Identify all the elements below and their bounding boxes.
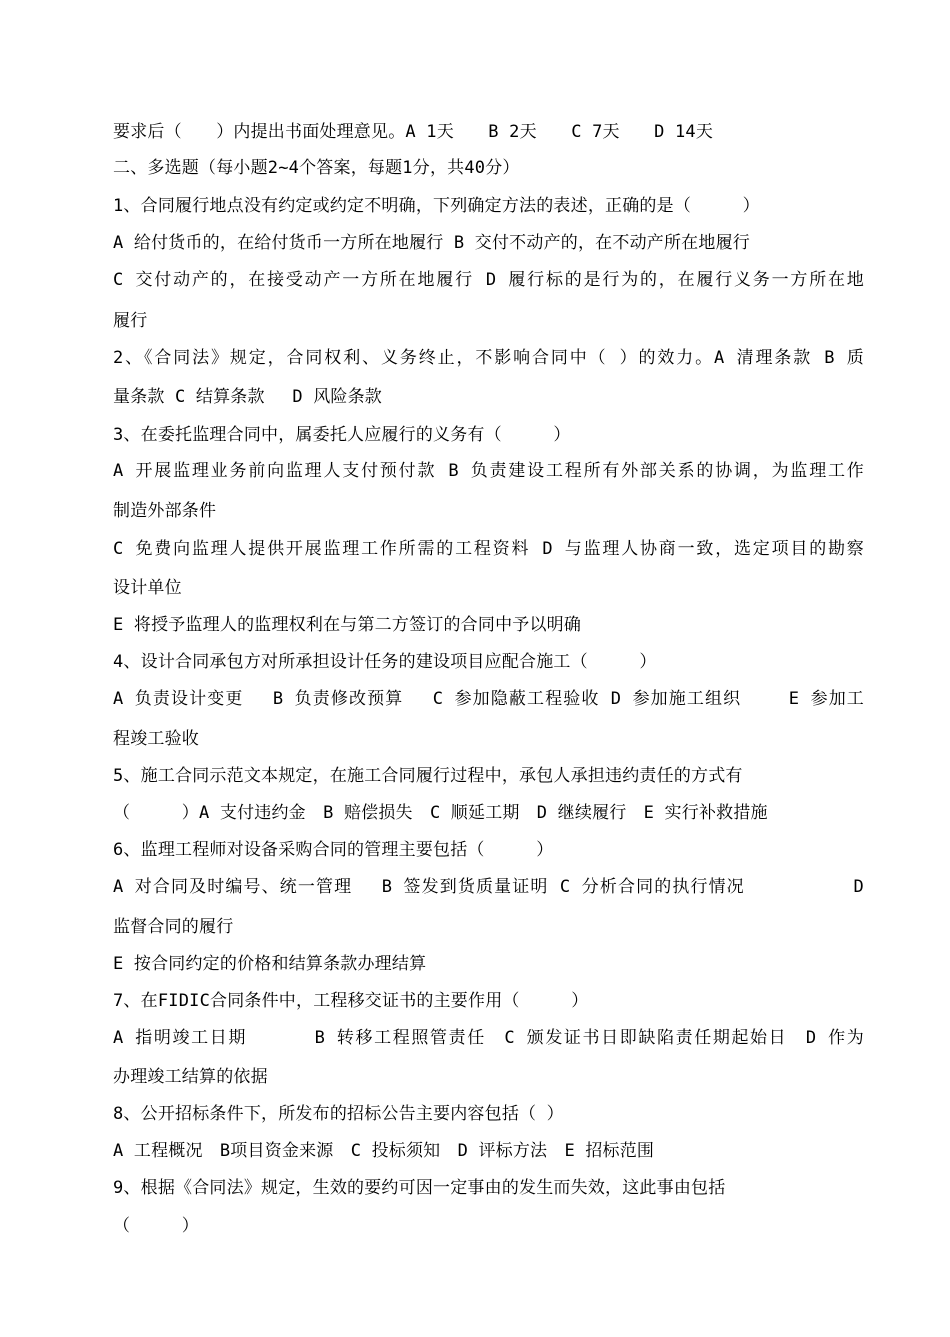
option-line: A 对合同及时编号、统一管理 B 签发到货质量证明 C 分析合同的执行情况 D (113, 877, 864, 897)
question-line: 5、施工合同示范文本规定，在施工合同履行过程中，承包人承担违约责任的方式有 (113, 766, 743, 786)
option-line: C 免费向监理人提供开展监理工作所需的工程资料 D 与监理人协商一致，选定项目的勘察 (113, 539, 864, 559)
option-line: A 工程概况 B项目资金来源 C 投标须知 D 评标方法 E 招标范围 (113, 1141, 655, 1161)
question-line: 2、《合同法》规定，合同权利、义务终止，不影响合同中（ ）的效力。A 清理条款 B 质 (113, 348, 864, 368)
option-line: 履行 (113, 311, 148, 331)
option-line: C 交付动产的，在接受动产一方所在地履行 D 履行标的是行为的，在履行义务一方所在地 (113, 270, 864, 290)
option-line: （ ）A 支付违约金 B 赔偿损失 C 顺延工期 D 继续履行 E 实行补救措施 (113, 803, 768, 823)
option-line: A 指明竣工日期 B 转移工程照管责任 C 颁发证书日即缺陷责任期起始日 D 作为 (113, 1028, 864, 1048)
question-line: 9、根据《合同法》规定，生效的要约可因一定事由的发生而失效，这此事由包括 (113, 1178, 726, 1198)
option-line: 量条款 C 结算条款 D 风险条款 (113, 387, 383, 407)
question-line: 6、监理工程师对设备采购合同的管理主要包括（ ） (113, 840, 554, 860)
question-line: 7、在FIDIC合同条件中，工程移交证书的主要作用（ ） (113, 991, 589, 1011)
option-line: 制造外部条件 (113, 501, 217, 521)
option-line: 程竣工验收 (113, 729, 199, 749)
option-line: 设计单位 (113, 578, 182, 598)
option-line: A 负责设计变更 B 负责修改预算 C 参加隐蔽工程验收 D 参加施工组织 E 参加工 (113, 689, 864, 709)
option-line: A 开展监理业务前向监理人支付预付款 B 负责建设工程所有外部关系的协调，为监理工作 (113, 461, 864, 481)
question-line: 8、公开招标条件下，所发布的招标公告主要内容包括（ ） (113, 1104, 564, 1124)
question-line: 3、在委托监理合同中，属委托人应履行的义务有（ ） (113, 425, 571, 445)
text-line: 要求后（ ）内提出书面处理意见。A 1天 B 2天 C 7天 D 14天 (113, 122, 714, 142)
option-line: （ ） (113, 1216, 199, 1236)
option-line: 办理竣工结算的依据 (113, 1067, 268, 1087)
option-line: E 将授予监理人的监理权利在与第二方签订的合同中予以明确 (113, 615, 582, 635)
option-line: E 按合同约定的价格和结算条款办理结算 (113, 954, 427, 974)
section-heading: 二、多选题（每小题2~4个答案，每题1分，共40分） (113, 158, 520, 178)
question-line: 1、合同履行地点没有约定或约定不明确，下列确定方法的表述，正确的是（ ） (113, 196, 760, 216)
option-line: 监督合同的履行 (113, 917, 234, 937)
option-line: A 给付货币的，在给付货币一方所在地履行 B 交付不动产的，在不动产所在地履行 (113, 233, 750, 253)
question-line: 4、设计合同承包方对所承担设计任务的建设项目应配合施工（ ） (113, 652, 657, 672)
